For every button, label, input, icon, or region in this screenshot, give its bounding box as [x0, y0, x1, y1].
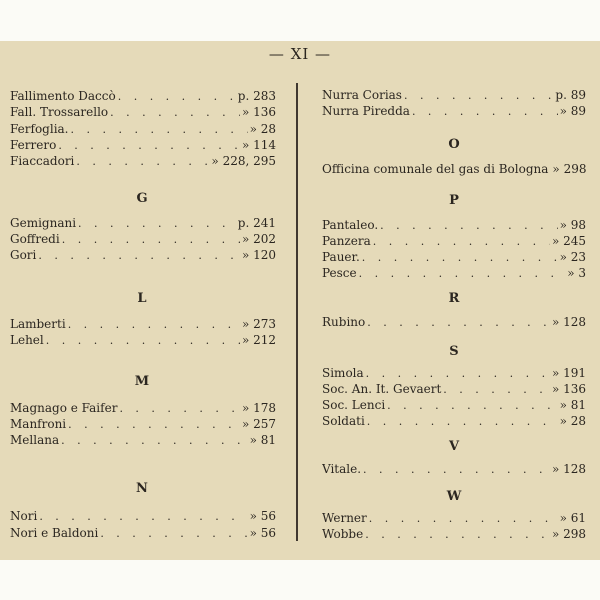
index-entry	[10, 525, 276, 541]
page-reference: » 136	[241, 105, 276, 119]
dot-leader	[373, 235, 550, 248]
entry-name: Officina comunale del gas di Bologna	[322, 162, 549, 176]
page-reference: » 273	[241, 317, 276, 331]
dot-leader	[46, 334, 240, 347]
entry-name: Nori e Baldoni	[10, 526, 99, 540]
entry-name: Nurra Piredda	[322, 104, 410, 118]
index-entry	[322, 526, 586, 542]
dot-leader	[110, 106, 240, 119]
section-letter-v: V	[448, 439, 460, 454]
page-reference: » 128	[551, 315, 586, 329]
entry-name: Mellana	[10, 433, 60, 447]
index-entry	[10, 316, 276, 332]
section-letter-l: L	[137, 291, 147, 306]
dot-leader	[367, 316, 550, 329]
entry-name: Vitale.	[322, 462, 362, 476]
page-reference: p. 283	[237, 89, 276, 103]
index-entry	[322, 217, 586, 233]
page-reference: » 228, 295	[211, 154, 276, 168]
page-reference: » 136	[551, 382, 586, 396]
index-entry	[322, 161, 586, 177]
entry-name: Wobbe	[322, 527, 364, 541]
index-entry	[322, 461, 586, 477]
dot-leader	[76, 155, 209, 168]
dot-leader	[369, 512, 558, 525]
entry-name: Fallimento Daccò	[10, 89, 116, 103]
page-reference: » 298	[551, 527, 586, 541]
entry-name: Soldati	[322, 414, 365, 428]
index-entry	[10, 215, 276, 231]
entry-name: Soc. Lenci	[322, 398, 386, 412]
dot-leader	[100, 527, 247, 540]
page-reference: » 128	[551, 462, 586, 476]
index-entry	[322, 233, 586, 249]
page-reference: p. 241	[237, 216, 276, 230]
index-entry	[322, 413, 586, 429]
entry-name: Ferfoglia.	[10, 122, 69, 136]
page-reference: » 61	[559, 511, 586, 525]
index-entry	[322, 314, 586, 330]
dot-leader	[359, 267, 566, 280]
dot-leader	[380, 219, 557, 232]
index-entry	[10, 104, 276, 120]
section-letter-s: S	[449, 344, 459, 359]
page-reference: » 202	[241, 232, 276, 246]
dot-leader	[58, 139, 240, 152]
dot-leader	[365, 528, 550, 541]
index-entry	[10, 137, 276, 153]
entry-name: Ferrero	[10, 138, 57, 152]
index-entry	[10, 247, 276, 263]
entry-name: Pantaleo.	[322, 218, 379, 232]
entry-name: Panzera	[322, 234, 371, 248]
entry-name: Manfroni	[10, 417, 67, 431]
entry-name: Werner	[322, 511, 367, 525]
index-entry	[10, 121, 276, 137]
dot-leader	[78, 217, 236, 230]
section-letter-p: P	[449, 193, 459, 208]
section-letter-w: W	[446, 489, 462, 504]
index-entry	[10, 88, 276, 104]
dot-leader	[118, 90, 236, 103]
page-reference: » 212	[241, 333, 276, 347]
dot-leader	[362, 251, 558, 264]
entry-name: Gori	[10, 248, 37, 262]
page-reference: » 89	[559, 104, 586, 118]
index-page	[0, 41, 600, 560]
dot-leader	[38, 249, 240, 262]
index-entry	[322, 249, 586, 265]
entry-name: Magnago e Faifer	[10, 401, 118, 415]
dot-leader	[68, 418, 240, 431]
dot-leader	[367, 415, 558, 428]
entry-name: Rubino	[322, 315, 366, 329]
entry-name: Simola	[322, 366, 364, 380]
column-divider	[296, 83, 298, 541]
index-entry	[10, 432, 276, 448]
entry-name: Nurra Corias	[322, 88, 402, 102]
index-entry	[322, 103, 586, 119]
dot-leader	[404, 89, 553, 102]
entry-name: Lehel	[10, 333, 44, 347]
index-entry	[10, 231, 276, 247]
entry-name: Pauer.	[322, 250, 360, 264]
dot-leader	[412, 105, 558, 118]
index-entry	[10, 332, 276, 348]
dot-leader	[387, 399, 557, 412]
page-reference: » 56	[249, 509, 276, 523]
page-reference: » 298	[552, 162, 586, 176]
dot-leader	[119, 402, 240, 415]
dot-leader	[62, 233, 240, 246]
index-entry	[10, 400, 276, 416]
page-reference: » 98	[559, 218, 586, 232]
entry-name: Lamberti	[10, 317, 66, 331]
index-entry	[10, 416, 276, 432]
page-reference: » 114	[241, 138, 276, 152]
page-reference: » 191	[551, 366, 586, 380]
dot-leader	[39, 510, 247, 523]
page-reference: » 81	[559, 398, 586, 412]
entry-name: Gemignani	[10, 216, 77, 230]
page-reference: » 28	[249, 122, 276, 136]
index-entry	[322, 510, 586, 526]
dot-leader	[61, 434, 247, 447]
page-reference: » 28	[559, 414, 586, 428]
index-entry	[10, 508, 276, 524]
page-reference: » 56	[249, 526, 276, 540]
dot-leader	[363, 463, 550, 476]
index-entry	[10, 153, 276, 169]
entry-name: Nori	[10, 509, 38, 523]
index-entry	[322, 397, 586, 413]
page-reference: » 178	[241, 401, 276, 415]
page-number: — XI —	[268, 45, 332, 63]
section-letter-n: N	[136, 481, 148, 496]
page-reference: » 245	[551, 234, 586, 248]
page-reference: » 81	[249, 433, 276, 447]
dot-leader	[71, 123, 248, 136]
dot-leader	[443, 383, 550, 396]
section-letter-g: G	[136, 191, 148, 206]
page-reference: » 257	[241, 417, 276, 431]
page-reference: » 23	[559, 250, 586, 264]
entry-name: Pesce	[322, 266, 357, 280]
index-entry	[322, 87, 586, 103]
section-letter-o: O	[448, 137, 460, 152]
index-entry	[322, 381, 586, 397]
entry-name: Goffredi	[10, 232, 60, 246]
index-entry	[322, 365, 586, 381]
section-letter-m: M	[134, 374, 150, 389]
page-reference: p. 89	[555, 88, 586, 102]
page-reference: » 120	[241, 248, 276, 262]
entry-name: Soc. An. It. Gevaert	[322, 382, 442, 396]
entry-name: Fall. Trossarello	[10, 105, 109, 119]
dot-leader	[366, 367, 550, 380]
index-entry	[322, 265, 586, 281]
entry-name: Fiaccadori	[10, 154, 75, 168]
page-reference: » 3	[567, 266, 586, 280]
section-letter-r: R	[448, 291, 460, 306]
dot-leader	[68, 318, 240, 331]
